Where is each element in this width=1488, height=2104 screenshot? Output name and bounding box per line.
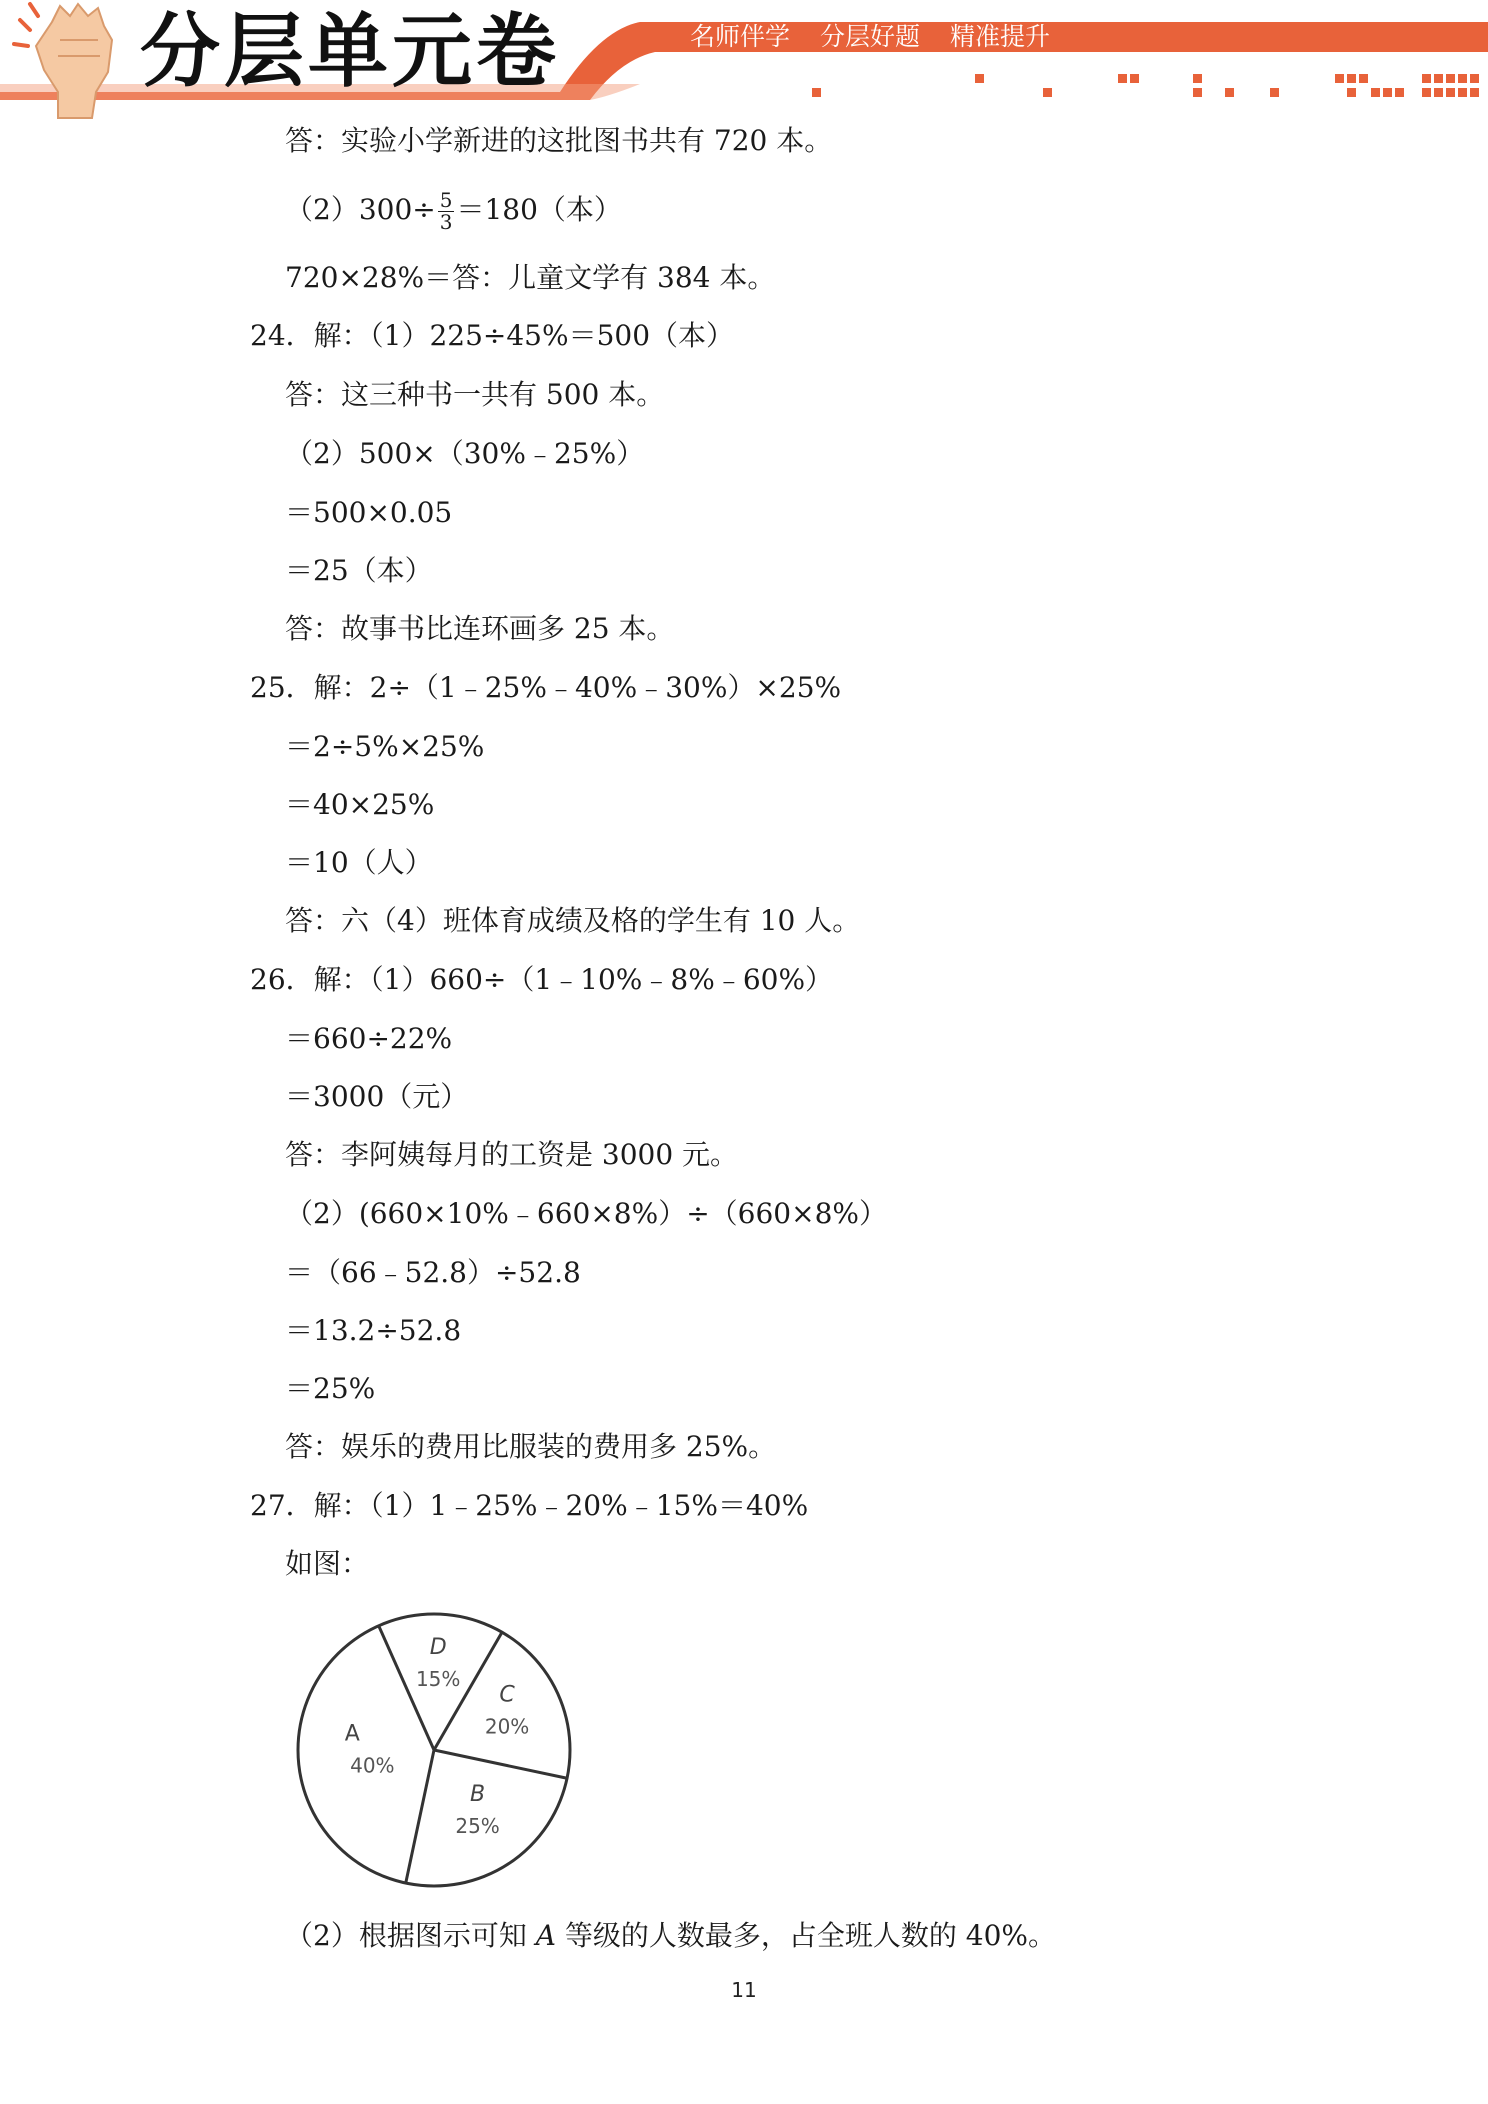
fraction-line-after: ＝180（本）	[456, 193, 622, 226]
text-line: ＝2÷5%×25%	[285, 730, 485, 763]
answer-line: 答：故事书比连环画多 25 本。	[285, 612, 675, 645]
fraction-numerator: 5	[439, 188, 453, 212]
fraction	[438, 190, 455, 233]
raised-fist-icon	[14, 4, 112, 118]
fraction-denominator: 3	[439, 210, 453, 234]
question-25-line: 25．解：2÷（1﹣25%﹣40%﹣30%）×25%	[250, 671, 842, 704]
text-line: ＝3000（元）	[285, 1080, 469, 1113]
final-line-after: 等级的人数最多，占全班人数的 40%。	[555, 1919, 1056, 1952]
header-decor-squares	[812, 74, 1479, 97]
text-line: ＝660÷22%	[285, 1022, 453, 1055]
pie-category-label-D: D	[429, 1635, 447, 1661]
slogan-1: 名师伴学	[690, 22, 791, 51]
pie-chart	[284, 1600, 584, 1900]
page-number: 11	[731, 1978, 757, 2002]
question-27-line: 27．解：（1）1﹣25%﹣20%﹣15%＝40%	[250, 1489, 809, 1522]
text-line: ＝40×25%	[285, 788, 435, 821]
page-header	[0, 0, 1488, 120]
pie-value-label-D: 15%	[415, 1667, 461, 1692]
answer-line: 答：这三种书一共有 500 本。	[285, 378, 665, 411]
final-line-italic: A	[535, 1919, 556, 1952]
text-line: ＝25（本）	[285, 554, 433, 587]
pie-category-label-A: A	[344, 1721, 360, 1747]
text-line: （2）500×（30%﹣25%）	[285, 437, 645, 470]
fraction-line-before: （2）300÷	[285, 193, 436, 226]
fraction-line	[285, 190, 622, 233]
question-24-line: 24．解：（1）225÷45%＝500（本）	[250, 319, 735, 352]
pie-value-label-C: 20%	[484, 1714, 530, 1739]
header-title: 分层单元卷	[140, 5, 560, 98]
final-answer-line	[285, 1916, 1056, 1956]
text-line: ＝10（人）	[285, 846, 433, 879]
slogan-3: 精准提升	[949, 22, 1050, 51]
text-line: （2）(660×10%﹣660×8%）÷（660×8%）	[285, 1197, 887, 1230]
text-line: ＝25%	[285, 1372, 376, 1405]
answer-line: 答：实验小学新进的这批图书共有 720 本。	[285, 124, 833, 157]
answer-line: 答：李阿姨每月的工资是 3000 元。	[285, 1138, 739, 1171]
pie-value-label-B: 25%	[455, 1814, 500, 1839]
answer-line: 答：六（4）班体育成绩及格的学生有 10 人。	[285, 904, 861, 937]
pie-category-label-C: C	[499, 1682, 515, 1708]
text-line: 720×28%＝答：儿童文学有 384 本。	[285, 261, 776, 294]
header-slogans	[690, 20, 1072, 54]
answer-line: 答：娱乐的费用比服装的费用多 25%。	[285, 1430, 777, 1463]
text-line: ＝（66﹣52.8）÷52.8	[285, 1256, 581, 1289]
question-26-line: 26．解：（1）660÷（1﹣10%﹣8%﹣60%）	[250, 963, 834, 996]
slogan-2: 分层好题	[819, 22, 920, 51]
final-line-before: （2）根据图示可知	[285, 1919, 536, 1952]
pie-category-label-B: B	[470, 1782, 486, 1808]
text-line: ＝500×0.05	[285, 496, 453, 529]
pie-value-label-A: 40%	[350, 1753, 395, 1778]
text-line: 如图：	[285, 1547, 370, 1580]
text-line: ＝13.2÷52.8	[285, 1314, 462, 1347]
